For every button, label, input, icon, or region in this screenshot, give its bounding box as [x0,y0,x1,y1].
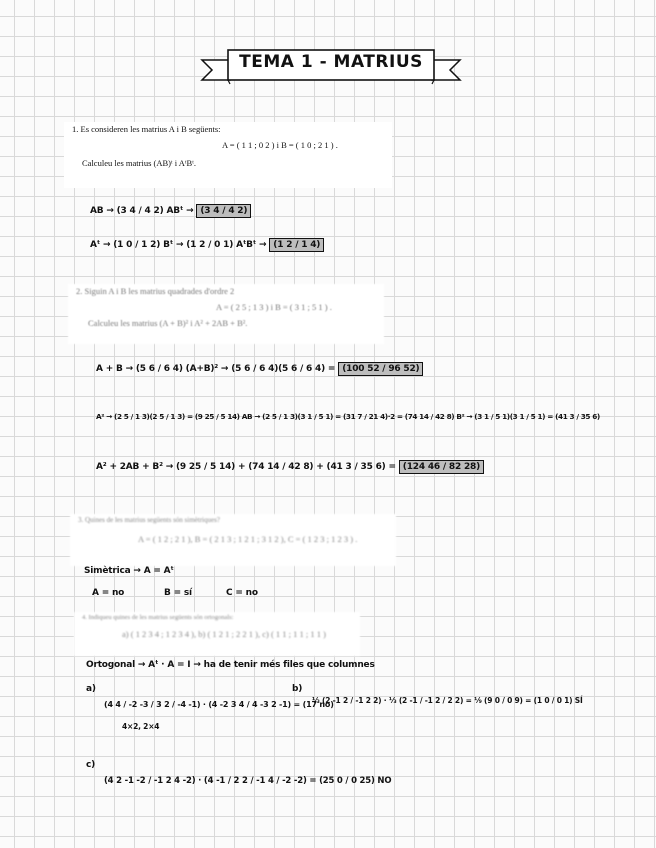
answer-box: (124 46 / 82 28) [399,460,484,474]
problem-1-intro: 1. Es consideren les matrius A i B següents: [72,124,221,134]
answer-box: (1 2 / 1 4) [269,238,324,252]
answer-text: A + B → (5 6 / 6 4) (A+B)² → (5 6 / 6 4)(5 6 / 6 4) = [96,364,336,374]
answer-box: (3 4 / 4 2) [196,204,251,218]
problem-4-intro: 4. Indiqueu quines de les matrius següents són ortogonals: [82,614,234,621]
problem-4-statement [74,612,360,656]
problem-4c-label: c) [86,760,96,770]
problem-4c-work: (4 2 -1 -2 / -1 2 4 -2) · (4 -1 / 2 2 / -1 4 / -2 -2) = (25 0 / 0 25) NO [104,776,392,786]
answer-text: Aᵗ → (1 0 / 1 2) Bᵗ → (1 2 / 0 1) AᵗBᵗ → [90,240,267,250]
problem-1-statement [64,122,392,188]
title-banner [200,48,462,86]
problem-4b-work: ⅓ (2 -1 2 / -1 2 2) · ⅓ (2 -1 / -1 2 / 2 2) = ⅑ (9 0 / 0 9) = (1 0 / 0 1) SÍ [312,696,583,705]
problem-3-equation: A = ( 1 2 ; 2 1 ), B = ( 2 1 3 ; 1 2 1 ; 3 1 2 ), C = ( 1 2 3 ; 1 2 3 ) . [138,534,358,544]
problem-2-question: Calculeu les matrius (A + B)² i A² + 2AB + B². [88,318,248,328]
problem-4-equation: a) ( 1 2 3 4 ; 1 2 3 4 ), b) ( 1 2 1 ; 2 2 1 ), c) ( 1 1 ; 1 1 ; 1 1 ) [122,629,326,639]
problem-4a-note: 4×2, 2×4 [122,722,160,731]
problem-1-question: Calculeu les matrius (AB)ᵗ i AᵗBᵗ. [82,158,196,168]
answer-text: A² + 2AB + B² → (9 25 / 5 14) + (74 14 / 42 8) + (41 3 / 35 6) = [96,462,396,472]
problem-4b-label: b) [292,684,303,694]
problem-2-answer-line-1 [96,364,423,374]
problem-4-answer-line-1: Ortogonal → Aᵗ · A = I → ha de tenir més files que columnes [86,660,375,670]
problem-3-statement [70,514,396,566]
answer-text: A² → (2 5 / 1 3)(2 5 / 1 3) = (9 25 / 5 14) AB → (2 5 / 1 3)(3 1 / 5 1) = (31 7 / 21 4)·2 = (74 14 / 42 8) B² → (3 1 / 5 1)(3 1 / 5 1) = (41 3 / 35 6) [96,412,600,421]
problem-1-answer-line-2 [90,240,324,250]
problem-3-answer-c: C = no [226,588,258,598]
problem-3-intro: 3. Quines de les matrius següents són simètriques? [78,516,220,524]
problem-1-equation: A = ( 1 1 ; 0 2 ) i B = ( 1 0 ; 2 1 ) . [222,140,338,150]
problem-3-answer-line-1: Simètrica → A = Aᵗ [84,566,174,576]
problem-4a-work: (4 4 / -2 -3 / 3 2 / -4 -1) · (4 -2 3 4 / 4 -3 2 -1) = (17 no) [104,700,334,709]
page-title: TEMA 1 - MATRIUS [239,52,423,72]
problem-2-statement [68,284,384,344]
problem-2-answer-line-3 [96,462,484,472]
problem-3-answer-b: B = sí [164,588,192,598]
problem-1-answer-line-1 [90,206,251,216]
problem-4a-label: a) [86,684,96,694]
problem-3-answer-a: A = no [92,588,125,598]
answer-text: AB → (3 4 / 4 2) ABᵗ → [90,206,194,216]
answer-box: (100 52 / 96 52) [338,362,423,376]
problem-2-answer-line-2 [96,412,600,421]
problem-2-equation: A = ( 2 5 ; 1 3 ) i B = ( 3 1 ; 5 1 ) . [216,302,332,312]
problem-2-intro: 2. Siguin A i B les matrius quadrades d'ordre 2 [76,286,235,296]
